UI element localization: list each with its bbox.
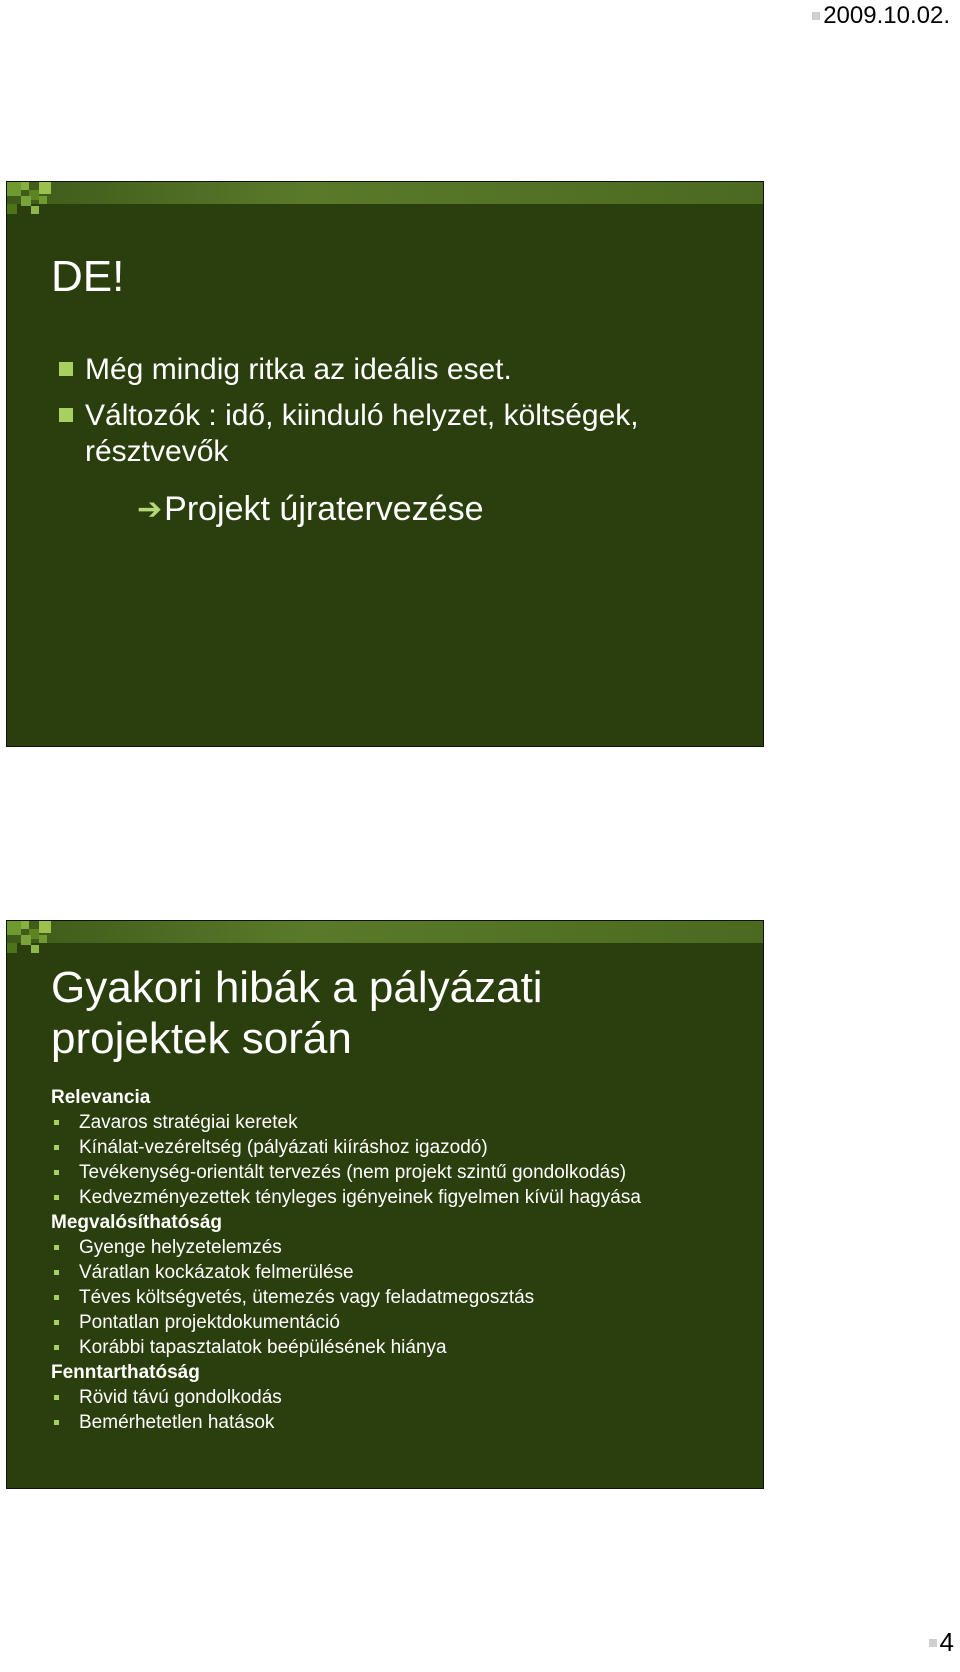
item-text: Téves költségvetés, ütemezés vagy feladatmegosztás [79,1287,535,1308]
corner-pixel-decoration-icon [7,921,67,967]
slide-2 [6,920,764,1489]
square-bullet-icon [929,1639,937,1647]
square-bullet-icon [54,1195,59,1200]
list-item [51,1235,743,1260]
section-heading: Fenntarthatóság [51,1362,200,1383]
item-text: Váratlan kockázatok felmerülése [79,1262,354,1283]
list-item [51,1135,743,1160]
arrow-text: Projekt újratervezése [164,490,484,528]
slide-top-bar [7,182,763,204]
list-item [51,1185,743,1210]
list-item [59,352,733,388]
square-bullet-icon [54,1145,59,1150]
item-text: Rövid távú gondolkodás [79,1387,282,1408]
list-item [51,1310,743,1335]
square-bullet-icon [54,1245,59,1250]
square-bullet-icon [54,1270,59,1275]
slide-top-bar [7,921,763,943]
list-item [51,1385,743,1410]
right-arrow-icon: ➔ [137,493,163,526]
slide-1-arrow-line [137,490,484,529]
item-text: Gyenge helyzetelemzés [79,1237,282,1258]
square-bullet-icon [59,408,73,422]
square-bullet-icon [54,1345,59,1350]
list-item [51,1160,743,1185]
slide-1-bullet-list [59,352,733,480]
square-bullet-icon [59,362,73,376]
square-bullet-icon [54,1295,59,1300]
item-text: Pontatlan projektdokumentáció [79,1312,340,1333]
slide-1-title: DE! [51,252,125,301]
item-text: Korábbi tapasztalatok beépülésének hiánya [79,1337,447,1358]
item-text: Kedvezményezettek tényleges igényeinek figyelmen kívül hagyása [79,1187,641,1208]
page-number [929,1627,954,1658]
page-number-text: 4 [939,1627,954,1657]
list-item [51,1285,743,1310]
square-bullet-icon [54,1395,59,1400]
slide-1 [6,181,764,747]
item-text: Tevékenység-orientált tervezés (nem projekt szintű gondolkodás) [79,1162,627,1183]
square-bullet-icon [54,1170,59,1175]
list-item [59,398,733,470]
square-bullet-icon [54,1120,59,1125]
slide-2-content [51,1085,743,1435]
square-bullet-icon [54,1420,59,1425]
header-date [812,2,950,30]
slide-2-title: Gyakori hibák a pályázati projektek során [51,963,543,1063]
list-item [51,1410,743,1435]
item-text: Bemérhetetlen hatások [79,1412,275,1433]
item-text: Kínálat-vezéreltség (pályázati kiíráshoz igazodó) [79,1137,488,1158]
item-text: Zavaros stratégiai keretek [79,1112,298,1133]
square-bullet-icon [812,12,820,20]
corner-pixel-decoration-icon [7,182,67,228]
section-heading: Relevancia [51,1087,151,1108]
header-date-text: 2009.10.02. [823,2,950,29]
square-bullet-icon [54,1320,59,1325]
bullet-text: Változók : idő, kiinduló helyzet, költségek, résztvevők [85,399,639,468]
bullet-text: Még mindig ritka az ideális eset. [85,353,512,386]
list-item [51,1110,743,1135]
section-heading: Megvalósíthatóság [51,1212,223,1233]
list-item [51,1260,743,1285]
list-item [51,1335,743,1360]
